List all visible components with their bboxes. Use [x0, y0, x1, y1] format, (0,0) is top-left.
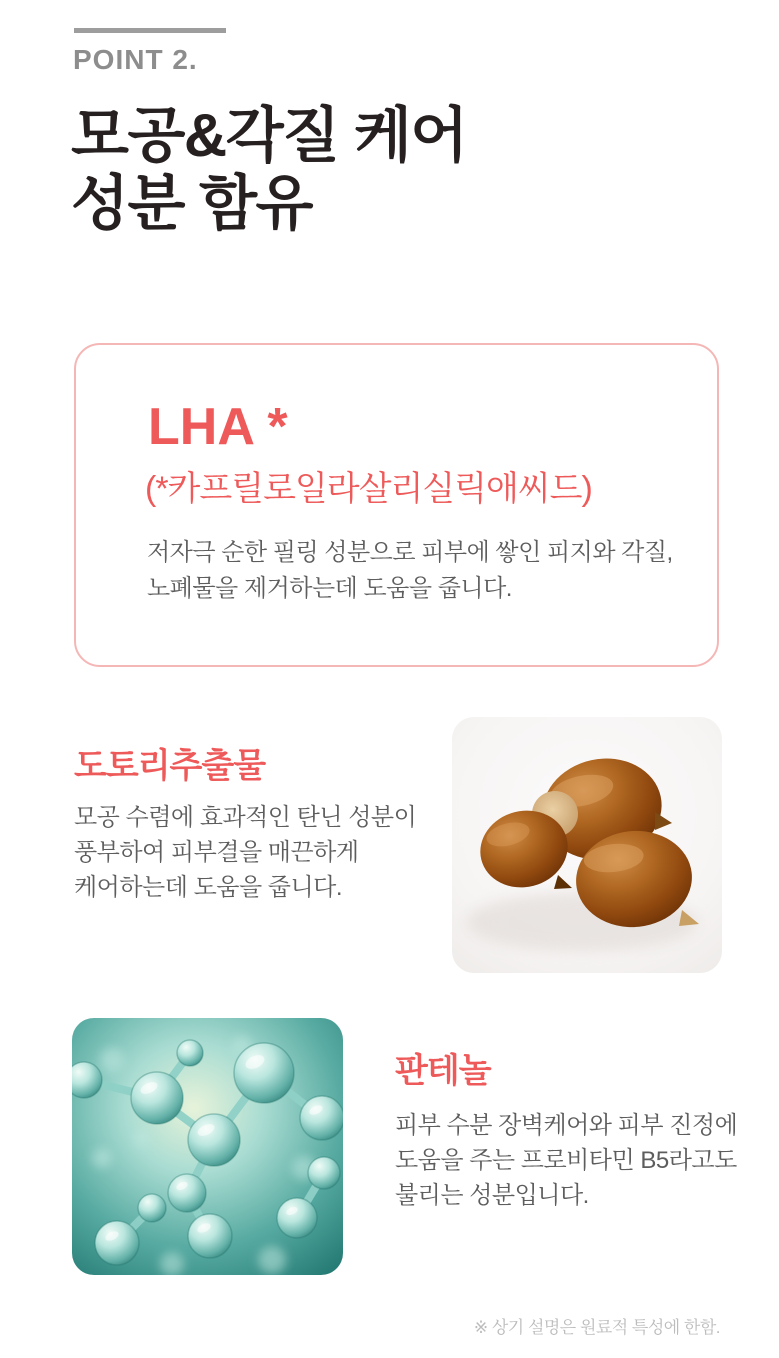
- molecule-photo: [72, 1018, 343, 1275]
- panthenol-section-title: 판테놀: [395, 1052, 491, 1090]
- panthenol-desc-line2: 도움을 주는 프로비타민 B5라고도: [395, 1147, 737, 1174]
- lha-card-description: [147, 535, 673, 607]
- lha-desc-line2: 노폐물을 제거하는데 도움을 줍니다.: [147, 575, 512, 602]
- lha-ingredient-card: [74, 343, 719, 667]
- panthenol-desc-line1: 피부 수분 장벽케어와 피부 진정에: [395, 1112, 738, 1139]
- point-divider-line: [74, 28, 226, 33]
- page-title: [71, 102, 467, 238]
- footnote-disclaimer: ※ 상기 설명은 원료적 특성에 한함.: [473, 1318, 720, 1337]
- acorn-section-title: 도토리추출물: [74, 747, 266, 785]
- acorn-desc-line2: 풍부하여 피부결을 매끈하게: [74, 839, 359, 866]
- acorns-photo: [452, 717, 722, 973]
- acorns-illustration: [452, 717, 722, 973]
- panthenol-section-description: [395, 1108, 737, 1213]
- acorn-desc-line1: 모공 수렴에 효과적인 탄닌 성분이: [74, 804, 417, 831]
- molecule-illustration: [72, 1018, 343, 1275]
- lha-desc-line1: 저자극 순한 필링 성분으로 피부에 쌓인 피지와 각질,: [147, 539, 673, 566]
- lha-card-subtitle: (*카프릴로일라살리실릭애씨드): [145, 470, 592, 508]
- page-title-line2: 성분 함유: [71, 170, 313, 237]
- lha-card-title: LHA *: [148, 398, 288, 456]
- acorn-section-description: [74, 800, 416, 905]
- point-label: POINT 2.: [73, 44, 198, 75]
- acorn-desc-line3: 케어하는데 도움을 줍니다.: [74, 874, 343, 901]
- page-title-line1: 모공&각질 케어: [71, 102, 467, 169]
- panthenol-desc-line3: 불리는 성분입니다.: [395, 1182, 589, 1209]
